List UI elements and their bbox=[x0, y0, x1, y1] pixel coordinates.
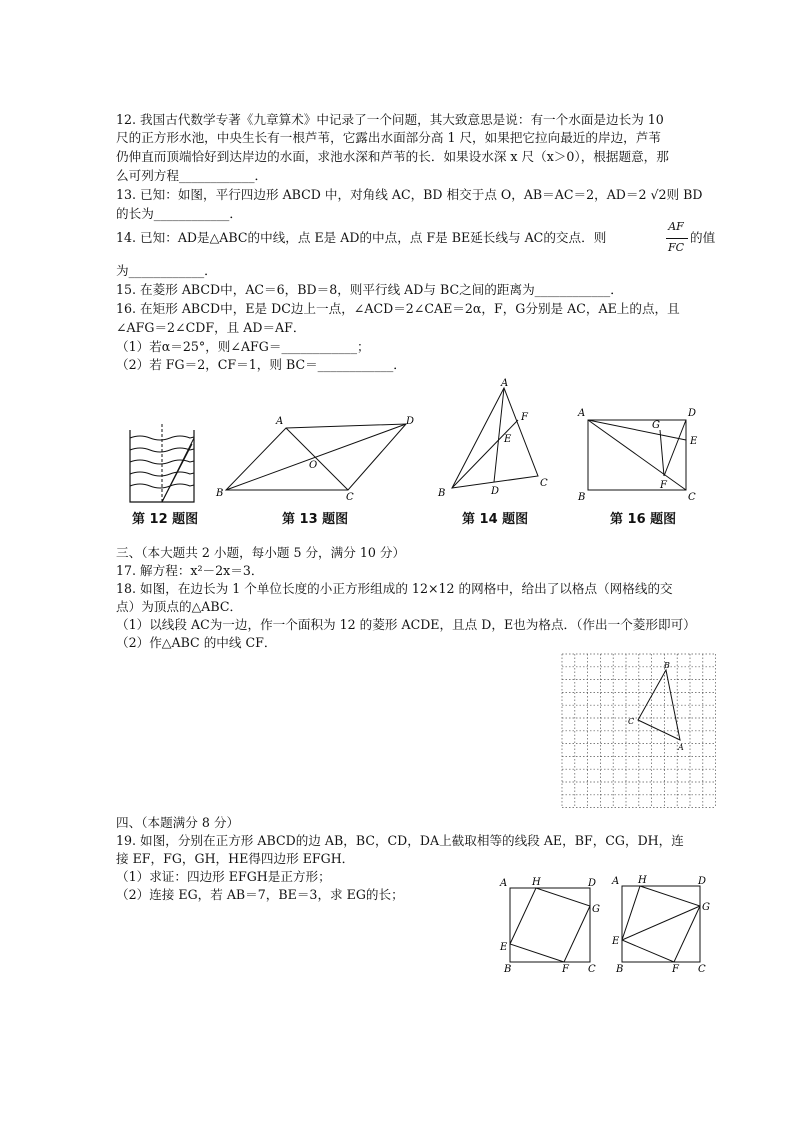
q16-line-1: 16. 在矩形 ABCD中，E是 DC边上一点，∠ACD＝2∠CAE＝2α，F，G分别是 AC，AE上的点，且 bbox=[116, 301, 680, 316]
section-4-heading: 四、（本题满分 8 分） bbox=[116, 815, 240, 830]
figure-16-rectangle bbox=[572, 402, 702, 502]
q12-line-1: 12. 我国古代数学专著《九章算术》中记录了一个问题，其大致意思是说：有一个水面是边长为 10 bbox=[116, 112, 664, 127]
label-18-C: C bbox=[628, 717, 635, 726]
label-19a-F: F bbox=[562, 964, 569, 975]
q16-line-3: （1）若α＝25°，则∠AFG＝____________； bbox=[116, 339, 370, 354]
label-16-B: B bbox=[578, 492, 586, 502]
q12-line-3: 仍伸直而顶端恰好到达岸边的水面，求池水深和芦苇的长．如果设水深 x 尺（x＞0），根据题意，那 bbox=[116, 149, 669, 164]
q19-line-2: 接 EF，FG，GH，HE得四边形 EFGH． bbox=[116, 851, 355, 866]
label-16-E: E bbox=[690, 436, 698, 447]
label-16-A: A bbox=[578, 408, 586, 419]
q18-line-1: 18. 如图，在边长为 1 个单位长度的小正方形组成的 12×12 的网格中，给出了以格点（网格线的交 bbox=[116, 581, 673, 596]
label-14-C: C bbox=[540, 478, 548, 489]
label-19b-C: C bbox=[698, 964, 706, 975]
label-13-B: B bbox=[216, 488, 224, 499]
label-14-B: B bbox=[438, 488, 446, 499]
label-13-A: A bbox=[276, 416, 284, 427]
figure-12-pool bbox=[126, 424, 198, 506]
label-14-E: E bbox=[504, 434, 512, 445]
q16-line-2: ∠AFG＝2∠CDF，且 AD＝AF． bbox=[116, 320, 306, 335]
q14-line-2: 为____________． bbox=[116, 263, 217, 278]
figure-14-triangle bbox=[434, 376, 554, 502]
label-19b-E: E bbox=[612, 936, 620, 947]
q19-line-1: 19. 如图，分别在正方形 ABCD的边 AB，BC，CD，DA上截取相等的线段 AE，BF，CG，DH，连 bbox=[116, 833, 684, 848]
q14-line-1: 14. 已知：AD是△ABC的中线，点 E是 AD的中点，点 F是 BE延长线与 AC的交点．则 bbox=[116, 230, 607, 245]
q14-fraction-denominator: FC bbox=[667, 241, 685, 254]
label-16-F: F bbox=[660, 480, 667, 491]
label-16-D: D bbox=[688, 408, 697, 419]
label-19b-D: D bbox=[698, 876, 707, 887]
q19-line-3: （1）求证：四边形 EFGH是正方形； bbox=[116, 869, 331, 884]
q17-line: 17. 解方程：x²－2x＝3． bbox=[116, 563, 264, 578]
caption-fig-12: 第 12 题图 bbox=[132, 512, 199, 527]
q18-line-4: （2）作△ABC 的中线 CF． bbox=[116, 635, 277, 650]
label-19a-D: D bbox=[588, 878, 597, 889]
label-19a-H: H bbox=[532, 877, 541, 888]
q13-line-1: 13. 已知：如图，平行四边形 ABCD 中，对角线 AC，BD 相交于点 O，AB＝AC＝2，AD＝2 √2则 BD bbox=[116, 187, 703, 202]
figure-19-square-1 bbox=[496, 872, 606, 976]
section-3-heading: 三、（本大题共 2 小题，每小题 5 分，满分 10 分） bbox=[116, 545, 406, 560]
caption-fig-13: 第 13 题图 bbox=[282, 512, 349, 527]
figure-13-parallelogram bbox=[212, 412, 418, 504]
label-14-D: D bbox=[491, 486, 500, 497]
q14-fraction-bar bbox=[666, 238, 688, 239]
label-19a-A: A bbox=[500, 878, 508, 889]
label-19b-F: F bbox=[672, 964, 679, 975]
label-18-B: B bbox=[664, 661, 670, 670]
label-14-F: F bbox=[521, 412, 528, 423]
q19-line-4: （2）连接 EG，若 AB＝7，BE＝3，求 EG的长； bbox=[116, 887, 404, 902]
label-13-D: D bbox=[406, 416, 415, 427]
label-13-C: C bbox=[346, 492, 354, 503]
label-16-C: C bbox=[688, 492, 696, 502]
label-14-A: A bbox=[501, 378, 509, 389]
label-19b-B: B bbox=[616, 964, 624, 975]
label-19b-G: G bbox=[702, 902, 710, 913]
label-16-G: G bbox=[652, 420, 660, 431]
figure-19-square-2 bbox=[606, 872, 716, 976]
label-19a-B: B bbox=[504, 964, 512, 975]
q14-fraction-numerator: AF bbox=[668, 220, 684, 233]
label-19a-G: G bbox=[592, 904, 600, 915]
q12-line-2: 尺的正方形水池，中央生长有一根芦苇，它露出水面部分高 1 尺，如果把它拉向最近的岸边，芦苇 bbox=[116, 130, 661, 145]
q18-line-2: 点）为顶点的△ABC． bbox=[116, 599, 243, 614]
label-13-O: O bbox=[309, 460, 318, 471]
label-19b-H: H bbox=[638, 875, 647, 886]
q14-line-1-tail: 的值 bbox=[690, 230, 716, 245]
label-19a-C: C bbox=[588, 964, 596, 975]
q18-line-3: （1）以线段 AC为一边，作一个面积为 12 的菱形 ACDE，且点 D，E也为格点．（作出一个菱形即可） bbox=[116, 617, 696, 632]
label-19b-A: A bbox=[612, 876, 620, 887]
q12-line-4: 么可列方程____________． bbox=[116, 168, 268, 183]
label-18-A: A bbox=[678, 743, 684, 752]
figure-18-grid bbox=[556, 650, 722, 810]
q13-line-2: 的长为____________． bbox=[116, 206, 242, 221]
caption-fig-14: 第 14 题图 bbox=[462, 512, 529, 527]
q16-line-4: （2）若 FG＝2，CF＝1，则 BC＝____________． bbox=[116, 357, 406, 372]
label-19a-E: E bbox=[500, 942, 508, 953]
caption-fig-16: 第 16 题图 bbox=[610, 512, 677, 527]
q15-line: 15. 在菱形 ABCD中，AC＝6，BD＝8，则平行线 AD与 BC之间的距离为____________． bbox=[116, 282, 623, 297]
